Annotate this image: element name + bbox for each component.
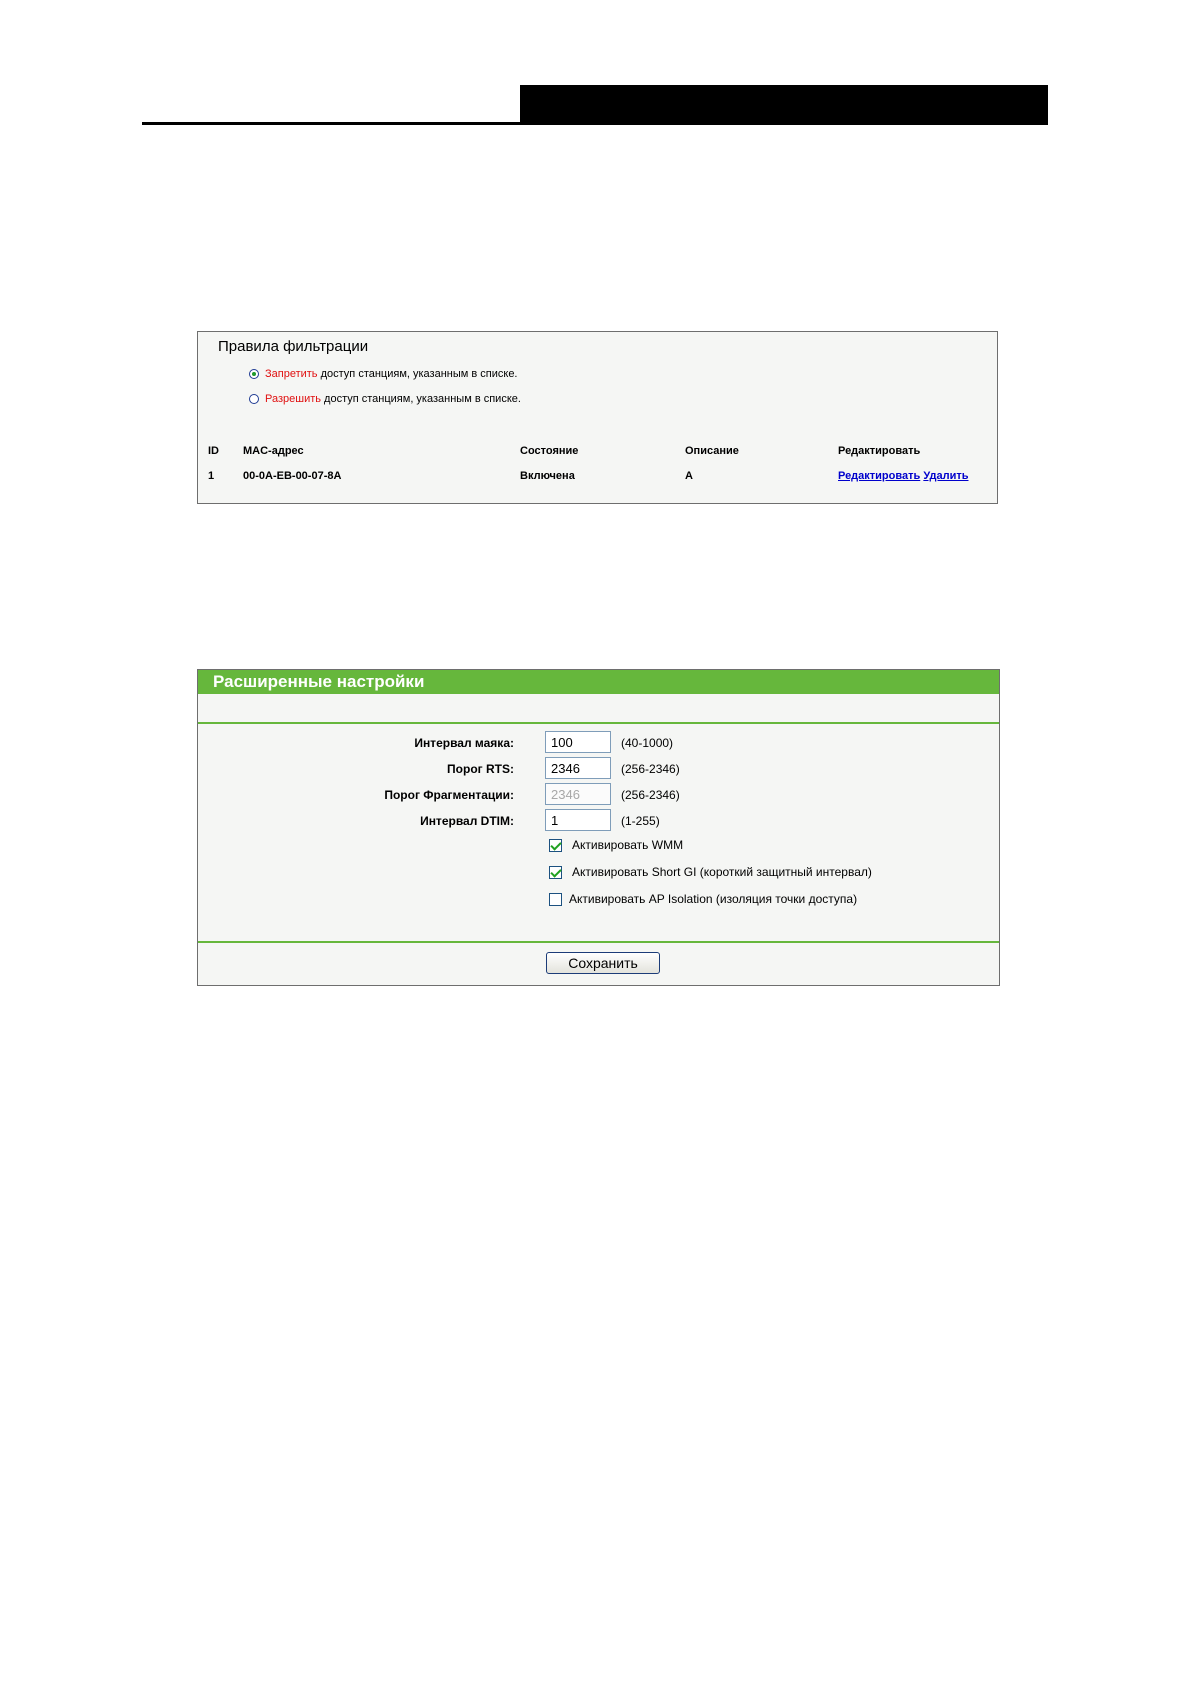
row-actions <box>838 470 968 482</box>
header-rule <box>142 122 520 125</box>
allow-radio[interactable] <box>249 394 259 404</box>
rts-threshold-range: (256-2346) <box>621 762 680 776</box>
wmm-label: Активировать WMM <box>572 838 684 852</box>
header-bar <box>520 85 1048 125</box>
filter-rules-title: Правила фильтрации <box>218 338 369 355</box>
wmm-checkbox[interactable] <box>549 839 562 852</box>
rts-threshold-input[interactable] <box>545 757 611 779</box>
col-mac: MAC-адрес <box>243 445 304 457</box>
fragmentation-threshold-input <box>545 783 611 805</box>
dtim-interval-range: (1-255) <box>621 814 660 828</box>
col-edit: Редактировать <box>838 445 921 457</box>
fragmentation-threshold-label: Порог Фрагментации: <box>384 788 514 802</box>
ap-isolation-label: Активировать AP Isolation (изоляция точки доступа) <box>569 892 858 906</box>
allow-keyword: Разрешить <box>265 393 321 405</box>
deny-option[interactable] <box>249 368 518 380</box>
row-id: 1 <box>208 470 215 482</box>
row-mac: 00-0A-EB-00-07-8A <box>243 470 342 482</box>
deny-text: доступ станциям, указанным в списке. <box>317 368 518 380</box>
row-status: Включена <box>520 470 575 482</box>
filter-rules-panel <box>197 331 998 504</box>
short-gi-checkbox[interactable] <box>549 866 562 879</box>
deny-radio[interactable] <box>249 369 259 379</box>
allow-text: доступ станциям, указанным в списке. <box>320 393 521 405</box>
short-gi-label: Активировать Short GI (короткий защитный интервал) <box>572 865 872 879</box>
beacon-interval-label: Интервал маяка: <box>414 736 514 750</box>
row-description: A <box>685 470 693 482</box>
edit-link[interactable]: Редактировать <box>838 470 921 482</box>
col-id: ID <box>208 445 219 457</box>
col-description: Описание <box>685 445 739 457</box>
fragmentation-threshold-range: (256-2346) <box>621 788 680 802</box>
advanced-settings-title: Расширенные настройки <box>213 672 425 691</box>
advanced-settings-panel <box>197 669 1000 986</box>
delete-link[interactable]: Удалить <box>923 470 969 482</box>
col-status: Состояние <box>520 445 579 457</box>
dtim-interval-label: Интервал DTIM: <box>420 814 514 828</box>
dtim-interval-input[interactable] <box>545 809 611 831</box>
allow-option[interactable] <box>249 393 521 405</box>
advanced-settings-header <box>198 670 999 694</box>
top-separator <box>198 722 999 724</box>
beacon-interval-range: (40-1000) <box>621 736 674 750</box>
rts-threshold-label: Порог RTS: <box>447 762 514 776</box>
deny-keyword: Запретить <box>265 368 318 380</box>
wmm-option[interactable] <box>549 838 683 852</box>
short-gi-option[interactable] <box>549 865 872 879</box>
ap-isolation-checkbox[interactable] <box>549 893 562 906</box>
bottom-separator <box>198 941 999 943</box>
ap-isolation-option[interactable] <box>549 892 857 906</box>
beacon-interval-input[interactable] <box>545 731 611 753</box>
save-button[interactable]: Сохранить <box>546 952 660 974</box>
